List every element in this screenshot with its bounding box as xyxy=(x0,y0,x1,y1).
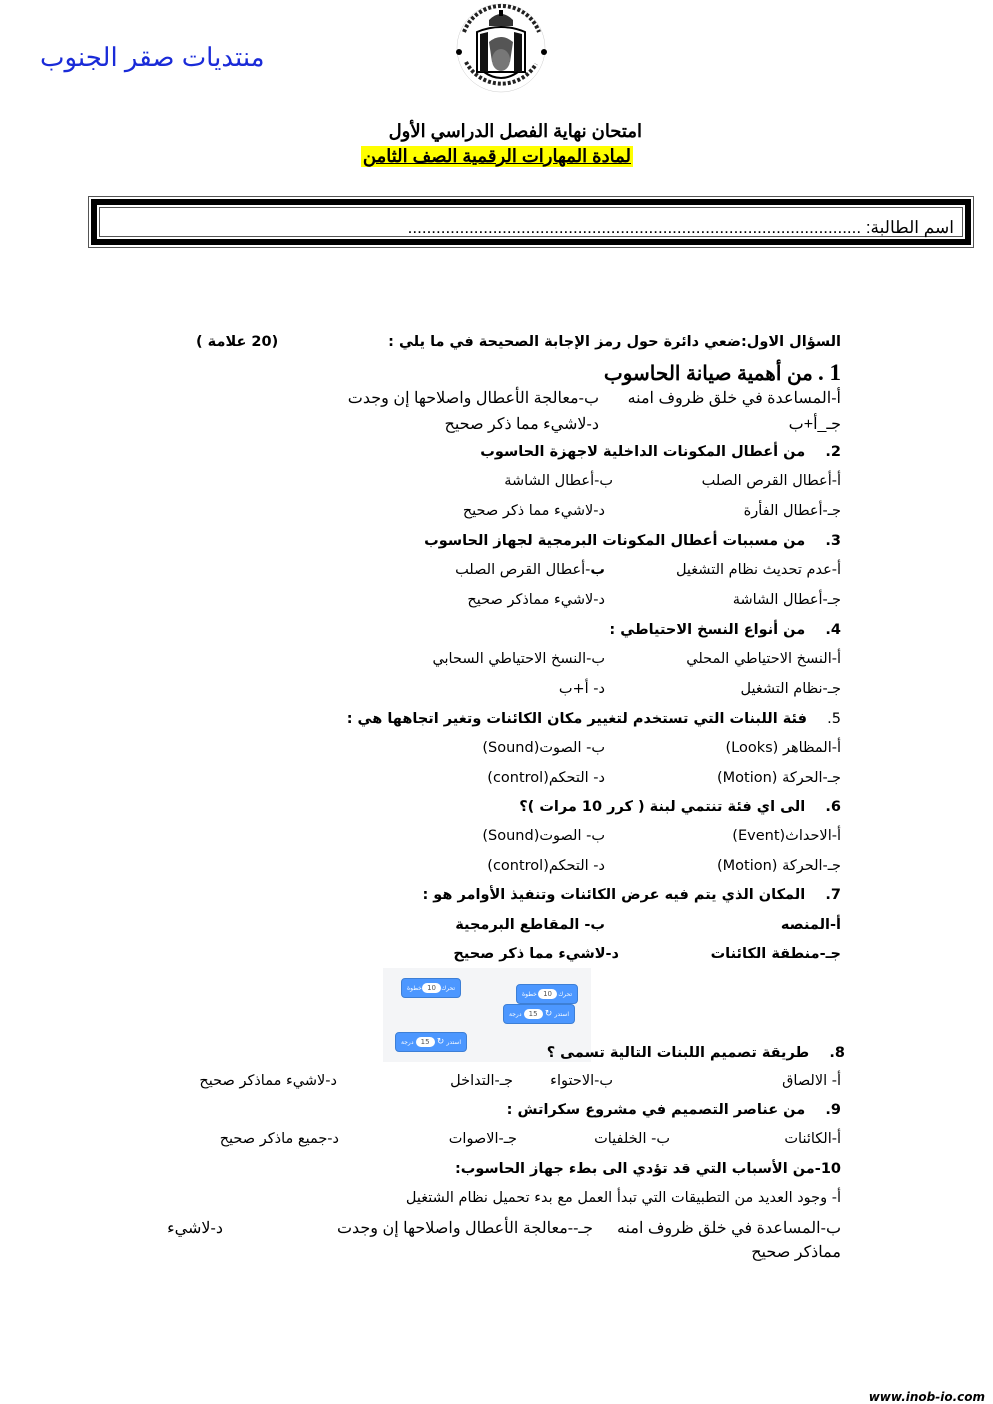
option-a[interactable]: أ-المساعدة في خلق ظروف امنه xyxy=(627,390,841,407)
question-text: من أهمية صيانة الحاسوب xyxy=(603,363,813,385)
option-c[interactable]: جـ_أ+ب xyxy=(788,416,841,433)
option-d[interactable]: د- أ+ب xyxy=(558,681,605,697)
question-number: 4. xyxy=(825,622,841,638)
option-b[interactable]: ب- الخلفيات xyxy=(594,1131,670,1147)
question-9 xyxy=(507,1102,841,1118)
question-5 xyxy=(347,711,841,727)
footer-url[interactable]: www.inob-io.com xyxy=(868,1390,985,1404)
question-text: المكان الذي يتم فيه عرض الكائنات وتنفيذ الأوامر هو : xyxy=(422,887,806,903)
question-3 xyxy=(424,533,841,549)
option-d[interactable]: د-لاشيء مما ذكر صحيح xyxy=(462,503,605,519)
option-a[interactable]: أ-النسخ الاحتياطي المحلي xyxy=(686,651,841,667)
question-number: 1 . xyxy=(818,360,841,385)
option-a[interactable]: أ-أعطال القرص الصلب xyxy=(701,473,841,489)
option-d[interactable]: د-لاشيء مما ذكر صحيح xyxy=(453,946,619,962)
option-a[interactable]: أ-الاحداث(Event) xyxy=(732,828,841,844)
question-text: من الأسباب التي قد تؤدي الى بطء جهاز الحاسوب: xyxy=(454,1161,815,1177)
option-c[interactable]: جـ-نظام التشغيل xyxy=(740,681,841,697)
question-number: 3. xyxy=(825,533,841,549)
question-text: فئة اللبنات التي تستخدم لتغيير مكان الكائنات وتغير اتجاهها هي : xyxy=(346,711,807,727)
turn-block: استدر ↻ 15 درجة xyxy=(395,1032,467,1052)
option-b[interactable]: ب-أعطال الشاشة xyxy=(504,473,613,489)
question-text: الى اي فئة تنتمي لبنة ( كرر 10 مرات )؟ xyxy=(519,799,806,815)
question-text: من مسببات أعطال المكونات البرمجية لجهاز الحاسوب xyxy=(424,533,806,549)
question-number: 5. xyxy=(827,711,841,727)
move-block: تحرك 10 خطوة xyxy=(401,978,461,998)
option-b-text: -أعطال القرص الصلب xyxy=(455,562,591,578)
rotate-icon: ↻ xyxy=(436,1037,445,1047)
question-number: 9. xyxy=(825,1102,841,1118)
question-text: من أنواع النسخ الاحتياطي : xyxy=(609,622,806,638)
option-c[interactable]: جـ-الاصوات xyxy=(448,1131,517,1147)
option-c[interactable]: جـ-منطقة الكائنات xyxy=(710,946,841,962)
rotate-icon: ↻ xyxy=(544,1009,553,1019)
turn-block-stacked: استدر ↻ 15 درجة xyxy=(503,1004,575,1024)
question-number: 10- xyxy=(814,1161,841,1177)
option-d[interactable]: د-لاشيء مما ذكر صحيح xyxy=(444,416,599,433)
option-c[interactable]: جـ-الحركة (Motion) xyxy=(716,858,841,874)
question-7 xyxy=(422,887,841,903)
question-6 xyxy=(519,799,841,815)
question-10 xyxy=(455,1161,841,1177)
question-number: 2. xyxy=(825,444,841,460)
option-a[interactable]: أ- وجود العديد من التطبيقات التي تبدأ العمل مع بدء تحميل نظام الشتغيل xyxy=(405,1190,841,1206)
student-name-box xyxy=(88,196,974,248)
question-2 xyxy=(480,444,841,460)
option-a[interactable]: أ-المظاهر (Looks) xyxy=(725,740,841,756)
option-d[interactable]: د-لاشيء مماذكر صحيح xyxy=(467,592,605,608)
option-c[interactable]: جـ--معالجة الأعطال واصلاحها إن وجدت xyxy=(336,1220,593,1237)
option-a[interactable]: أ-عدم تحديث نظام التشغيل xyxy=(675,562,841,578)
option-d[interactable]: د-لاشيء xyxy=(167,1220,223,1237)
option-c[interactable]: جـ-التداخل xyxy=(450,1073,513,1089)
option-a[interactable]: أ- الالصاق xyxy=(782,1073,841,1089)
option-d-continuation: مماذكر صحيح xyxy=(751,1244,841,1261)
question-1 xyxy=(604,360,841,386)
option-d[interactable]: د-لاشيء مماذكر صحيح xyxy=(199,1073,337,1089)
section-marks: (20 علامة ) xyxy=(196,334,279,350)
subject-title: لمادة المهارات الرقمية الصف الثامن xyxy=(362,146,631,166)
question-8 xyxy=(547,1045,845,1061)
question-4 xyxy=(609,622,841,638)
student-name-field[interactable]: اسم الطالبة: ................................................................................................ xyxy=(407,218,954,237)
question-number: 8. xyxy=(829,1045,845,1061)
option-b[interactable]: ب- الصوت(Sound) xyxy=(482,828,605,844)
exam-title: امتحان نهاية الفصل الدراسي الأول xyxy=(388,121,642,141)
question-number: 6. xyxy=(825,799,841,815)
option-d[interactable]: د-جميع ماذكر صحيح xyxy=(219,1131,339,1147)
option-d[interactable]: د- التحكم(control) xyxy=(487,858,605,874)
option-a[interactable]: أ-المنصه xyxy=(780,917,841,933)
question-text: طريقة تصميم اللبنات التالية تسمى ؟ xyxy=(546,1045,810,1061)
question-text: من عناصر التصميم في مشروع سكراتش : xyxy=(506,1102,806,1118)
move-block-stacked: تحرك 10 خطوة xyxy=(516,984,578,1004)
option-c[interactable]: جـ-أعطال الفأرة xyxy=(743,503,841,519)
option-b[interactable]: ب-الاحتواء xyxy=(550,1073,613,1089)
option-c[interactable]: جـ-الحركة (Motion) xyxy=(716,770,841,786)
question-number: 7. xyxy=(825,887,841,903)
site-name: منتديات صقر الجنوب xyxy=(40,42,265,72)
option-a[interactable]: أ-الكائنات xyxy=(784,1131,841,1147)
ministry-emblem-icon xyxy=(444,2,559,94)
option-b[interactable]: ب-النسخ الاحتياطي السحابي xyxy=(432,651,605,667)
option-b[interactable]: ب-المساعدة في خلق ظروف امنه xyxy=(616,1220,841,1237)
option-c[interactable]: جـ-أعطال الشاشة xyxy=(732,592,841,608)
question-text: من أعطال المكونات الداخلية لاجهزة الحاسوب xyxy=(480,444,806,460)
option-b[interactable]: ب-أعطال القرص الصلب xyxy=(455,562,605,578)
option-b[interactable]: ب- الصوت(Sound) xyxy=(482,740,605,756)
option-b[interactable]: ب- المقاطع البرمجية xyxy=(455,917,605,933)
section-instruction: السؤال الاول:ضعي دائرة حول رمز الإجابة الصحيحة في ما يلي : xyxy=(388,334,841,350)
option-b[interactable]: ب-معالجة الأعطال واصلاحها إن وجدت xyxy=(347,390,599,407)
option-d[interactable]: د- التحكم(control) xyxy=(487,770,605,786)
